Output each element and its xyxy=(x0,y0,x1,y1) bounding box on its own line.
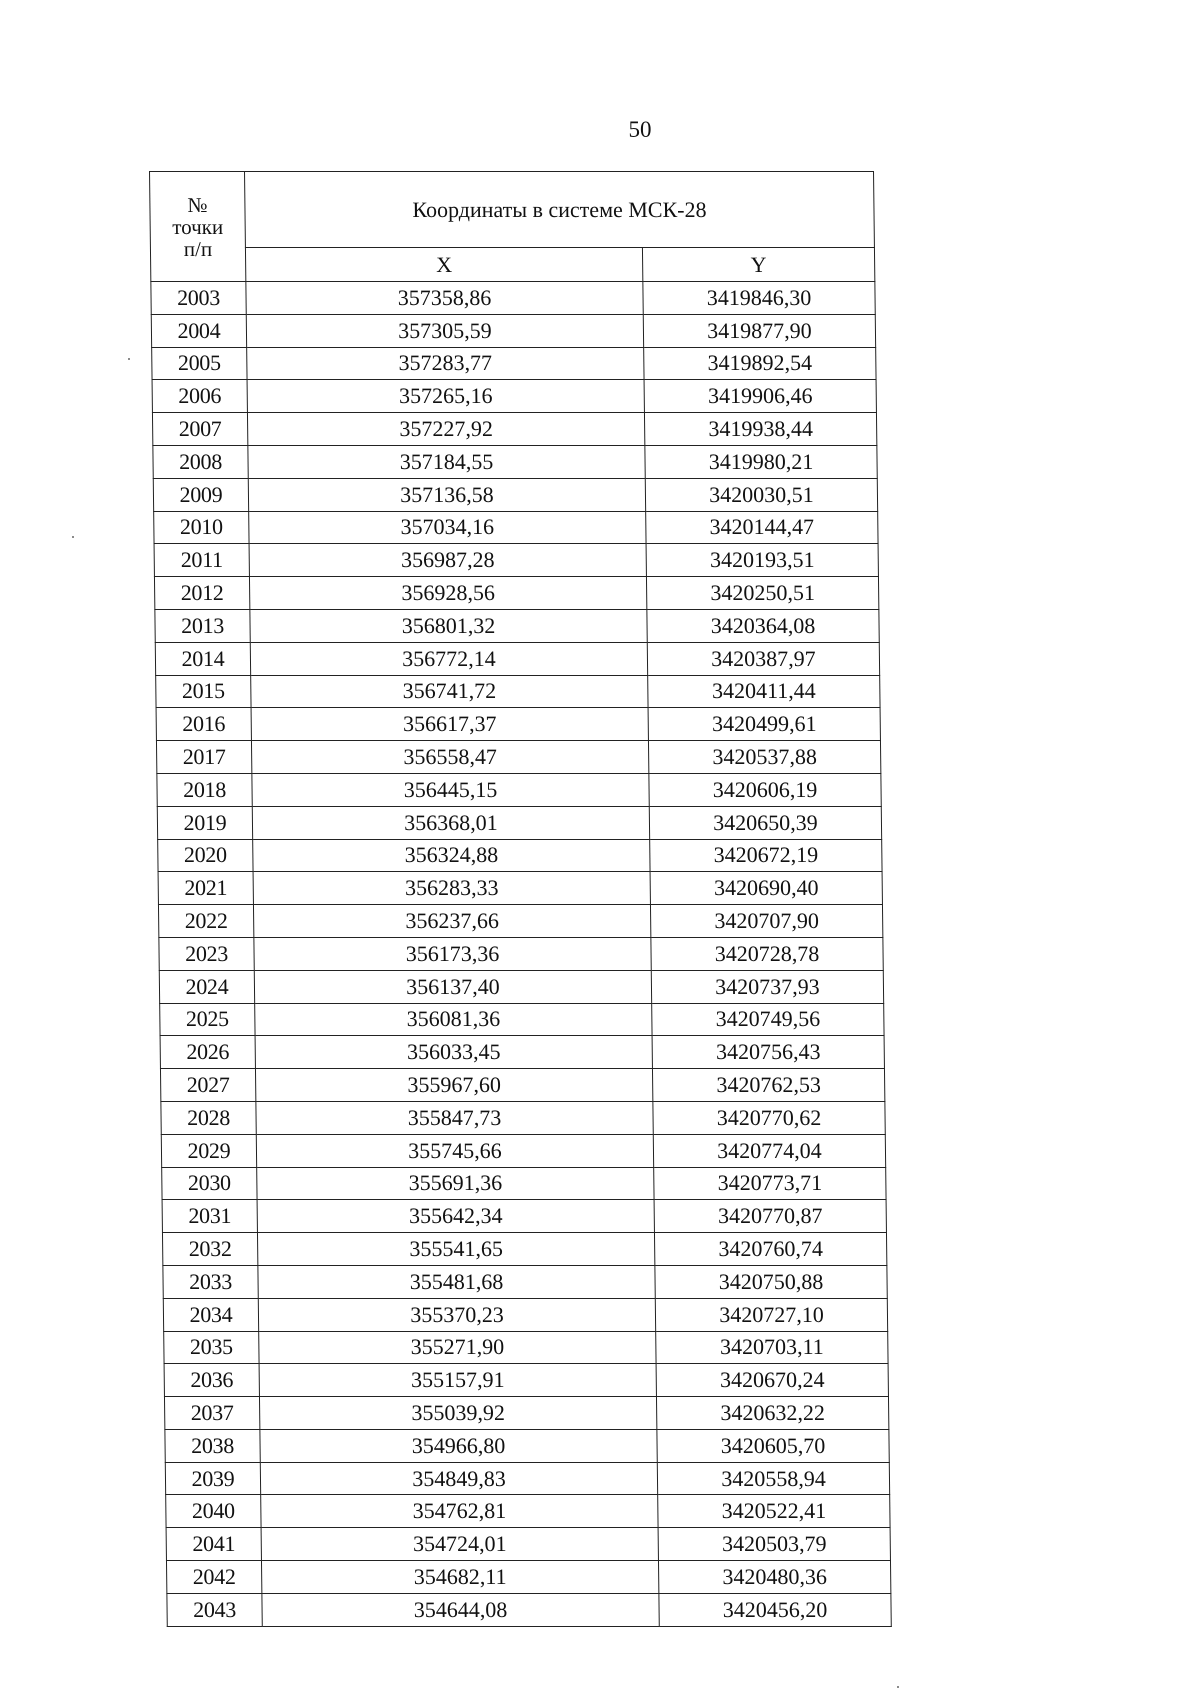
point-number-cell: 2034 xyxy=(163,1298,258,1331)
x-column-header: X xyxy=(245,248,642,282)
y-coordinate-cell: 3420770,87 xyxy=(654,1200,886,1233)
point-number-cell: 2008 xyxy=(153,445,248,478)
x-coordinate-cell: 355157,91 xyxy=(259,1364,656,1397)
x-coordinate-cell: 357305,59 xyxy=(246,314,643,347)
x-coordinate-cell: 354966,80 xyxy=(260,1429,657,1462)
table-row xyxy=(162,1167,886,1200)
x-coordinate-cell: 355541,65 xyxy=(257,1233,654,1266)
table-row xyxy=(166,1495,890,1528)
table-row xyxy=(153,478,877,511)
x-coordinate-cell: 357227,92 xyxy=(247,413,644,446)
point-number-cell: 2043 xyxy=(167,1593,262,1626)
table-row xyxy=(152,380,876,413)
x-coordinate-cell: 355370,23 xyxy=(258,1298,655,1331)
point-number-cell: 2009 xyxy=(153,478,248,511)
x-coordinate-cell: 357265,16 xyxy=(247,380,644,413)
point-number-cell: 2035 xyxy=(164,1331,259,1364)
table-row xyxy=(155,609,879,642)
point-number-cell: 2039 xyxy=(165,1462,260,1495)
scan-speck xyxy=(72,536,74,538)
table-row xyxy=(160,1069,884,1102)
point-number-cell: 2017 xyxy=(156,741,251,774)
table-row xyxy=(165,1462,889,1495)
y-coordinate-cell: 3419846,30 xyxy=(643,282,875,315)
point-number-cell: 2036 xyxy=(164,1364,259,1397)
y-coordinate-cell: 3420387,97 xyxy=(647,642,879,675)
y-coordinate-cell: 3420727,10 xyxy=(655,1298,887,1331)
x-coordinate-cell: 357136,58 xyxy=(248,478,645,511)
point-number-header-line: № xyxy=(187,192,208,217)
point-number-cell: 2022 xyxy=(158,905,253,938)
point-number-cell: 2007 xyxy=(152,413,247,446)
x-coordinate-cell: 356445,15 xyxy=(252,773,649,806)
table-row xyxy=(156,741,880,774)
point-number-cell: 2031 xyxy=(162,1200,257,1233)
x-coordinate-cell: 356324,88 xyxy=(253,839,650,872)
table-row xyxy=(163,1265,887,1298)
table-row xyxy=(161,1101,885,1134)
y-coordinate-cell: 3420760,74 xyxy=(654,1233,886,1266)
table-row xyxy=(159,970,883,1003)
y-coordinate-cell: 3420750,88 xyxy=(655,1265,887,1298)
x-coordinate-cell: 356368,01 xyxy=(252,806,649,839)
y-coordinate-cell: 3420030,51 xyxy=(645,478,877,511)
y-coordinate-cell: 3420707,90 xyxy=(650,905,882,938)
point-number-cell: 2029 xyxy=(161,1134,256,1167)
table-row xyxy=(156,675,880,708)
point-number-cell: 2024 xyxy=(159,970,254,1003)
y-coordinate-cell: 3420749,56 xyxy=(652,1003,884,1036)
point-number-cell: 2019 xyxy=(157,806,252,839)
y-coordinate-cell: 3420774,04 xyxy=(653,1134,885,1167)
y-coordinate-cell: 3420522,41 xyxy=(658,1495,890,1528)
point-number-header-line: п/п xyxy=(183,236,213,261)
table-row xyxy=(151,282,875,315)
x-coordinate-cell: 356558,47 xyxy=(251,741,648,774)
table-row xyxy=(155,642,879,675)
table-row xyxy=(154,544,878,577)
table-row xyxy=(158,905,882,938)
point-number-cell: 2037 xyxy=(164,1397,259,1430)
point-number-cell: 2006 xyxy=(152,380,247,413)
y-coordinate-cell: 3419877,90 xyxy=(643,314,875,347)
y-coordinate-cell: 3420250,51 xyxy=(646,577,878,610)
point-number-cell: 2021 xyxy=(158,872,253,905)
point-number-cell: 2014 xyxy=(155,642,250,675)
y-coordinate-cell: 3420762,53 xyxy=(652,1069,884,1102)
y-coordinate-cell: 3420456,20 xyxy=(659,1593,891,1626)
table-row xyxy=(154,577,878,610)
y-coordinate-cell: 3420606,19 xyxy=(649,773,881,806)
table-row xyxy=(159,937,883,970)
x-coordinate-cell: 356617,37 xyxy=(251,708,648,741)
table-row xyxy=(161,1134,885,1167)
y-coordinate-cell: 3420193,51 xyxy=(646,544,878,577)
y-coordinate-cell: 3420770,62 xyxy=(653,1101,885,1134)
point-number-cell: 2028 xyxy=(161,1101,256,1134)
point-number-cell: 2016 xyxy=(156,708,251,741)
x-coordinate-cell: 356987,28 xyxy=(249,544,646,577)
coordinates-table xyxy=(149,171,892,1627)
table-row xyxy=(158,839,882,872)
point-number-cell: 2040 xyxy=(166,1495,261,1528)
y-coordinate-cell: 3420411,44 xyxy=(648,675,880,708)
point-number-cell: 2011 xyxy=(154,544,249,577)
table-row xyxy=(152,413,876,446)
point-number-cell: 2041 xyxy=(166,1528,261,1561)
y-coordinate-cell: 3420364,08 xyxy=(647,609,879,642)
table-row xyxy=(157,806,881,839)
x-coordinate-cell: 354724,01 xyxy=(261,1528,658,1561)
x-coordinate-cell: 356237,66 xyxy=(253,905,650,938)
y-coordinate-cell: 3420632,22 xyxy=(656,1397,888,1430)
table-row xyxy=(154,511,878,544)
table-row xyxy=(153,445,877,478)
point-number-cell: 2003 xyxy=(151,282,246,315)
point-number-cell: 2004 xyxy=(151,314,246,347)
table-row xyxy=(157,773,881,806)
point-number-cell: 2026 xyxy=(160,1036,255,1069)
y-coordinate-cell: 3420499,61 xyxy=(648,708,880,741)
x-coordinate-cell: 356772,14 xyxy=(250,642,647,675)
coordinates-table-body xyxy=(151,282,891,1627)
point-number-header-line: точки xyxy=(172,214,224,239)
point-number-cell: 2038 xyxy=(165,1429,260,1462)
y-coordinate-cell: 3420537,88 xyxy=(648,741,880,774)
point-number-cell: 2042 xyxy=(166,1561,261,1594)
y-coordinate-cell: 3420672,19 xyxy=(650,839,882,872)
y-coordinate-cell: 3420144,47 xyxy=(646,511,878,544)
point-number-cell: 2010 xyxy=(154,511,249,544)
table-row xyxy=(166,1528,890,1561)
x-coordinate-cell: 357358,86 xyxy=(246,282,643,315)
x-coordinate-cell: 356801,32 xyxy=(250,609,647,642)
table-row xyxy=(166,1561,890,1594)
coordinates-sheet xyxy=(149,171,891,1627)
table-row xyxy=(151,314,875,347)
point-number-cell: 2032 xyxy=(162,1233,257,1266)
point-number-cell: 2013 xyxy=(155,609,250,642)
table-row xyxy=(160,1003,884,1036)
table-row xyxy=(163,1298,887,1331)
x-coordinate-cell: 354849,83 xyxy=(260,1462,657,1495)
x-coordinate-cell: 357034,16 xyxy=(249,511,646,544)
table-row xyxy=(164,1331,888,1364)
page-number: 50 xyxy=(628,117,652,142)
point-number-cell: 2023 xyxy=(159,937,254,970)
y-coordinate-cell: 3420558,94 xyxy=(657,1462,889,1495)
x-coordinate-cell: 355642,34 xyxy=(257,1200,654,1233)
x-coordinate-cell: 356081,36 xyxy=(255,1003,652,1036)
x-coordinate-cell: 356283,33 xyxy=(253,872,650,905)
x-coordinate-cell: 357184,55 xyxy=(248,445,645,478)
table-row xyxy=(164,1397,888,1430)
point-number-cell: 2033 xyxy=(163,1265,258,1298)
y-coordinate-cell: 3420737,93 xyxy=(651,970,883,1003)
point-number-cell: 2012 xyxy=(154,577,249,610)
x-coordinate-cell: 355481,68 xyxy=(258,1265,655,1298)
table-row xyxy=(160,1036,884,1069)
x-coordinate-cell: 354644,08 xyxy=(262,1593,659,1626)
x-coordinate-cell: 355691,36 xyxy=(257,1167,654,1200)
y-coordinate-cell: 3420690,40 xyxy=(650,872,882,905)
table-row xyxy=(152,347,876,380)
y-coordinate-cell: 3419906,46 xyxy=(644,380,876,413)
x-coordinate-cell: 356928,56 xyxy=(249,577,646,610)
scan-speck xyxy=(897,1686,899,1688)
x-coordinate-cell: 354682,11 xyxy=(261,1561,658,1594)
y-coordinate-cell: 3420650,39 xyxy=(649,806,881,839)
y-coordinate-cell: 3420773,71 xyxy=(654,1167,886,1200)
x-coordinate-cell: 355967,60 xyxy=(255,1069,652,1102)
coordinate-system-header: Координаты в системе МСК-28 xyxy=(245,172,875,248)
table-row xyxy=(162,1233,886,1266)
table-row xyxy=(162,1200,886,1233)
x-coordinate-cell: 356741,72 xyxy=(251,675,648,708)
point-number-cell: 2020 xyxy=(158,839,253,872)
point-number-cell: 2018 xyxy=(157,773,252,806)
y-coordinate-cell: 3420480,36 xyxy=(658,1561,890,1594)
table-row xyxy=(156,708,880,741)
table-row xyxy=(165,1429,889,1462)
x-coordinate-cell: 355745,66 xyxy=(256,1134,653,1167)
scan-speck xyxy=(128,358,130,360)
point-number-cell: 2030 xyxy=(162,1167,257,1200)
y-coordinate-cell: 3419938,44 xyxy=(644,413,876,446)
table-row xyxy=(164,1364,888,1397)
y-coordinate-cell: 3419892,54 xyxy=(644,347,876,380)
x-coordinate-cell: 354762,81 xyxy=(261,1495,658,1528)
x-coordinate-cell: 356033,45 xyxy=(255,1036,652,1069)
point-number-cell: 2015 xyxy=(156,675,251,708)
y-coordinate-cell: 3420728,78 xyxy=(651,937,883,970)
y-coordinate-cell: 3420756,43 xyxy=(652,1036,884,1069)
table-row xyxy=(158,872,882,905)
x-coordinate-cell: 355039,92 xyxy=(259,1397,656,1430)
point-number-cell: 2025 xyxy=(160,1003,255,1036)
x-coordinate-cell: 357283,77 xyxy=(247,347,644,380)
point-number-cell: 2027 xyxy=(160,1069,255,1102)
point-number-cell: 2005 xyxy=(152,347,247,380)
y-coordinate-cell: 3420605,70 xyxy=(657,1429,889,1462)
y-coordinate-cell: 3420703,11 xyxy=(656,1331,888,1364)
point-number-header xyxy=(150,172,246,282)
y-coordinate-cell: 3420670,24 xyxy=(656,1364,888,1397)
x-coordinate-cell: 356137,40 xyxy=(254,970,651,1003)
x-coordinate-cell: 355271,90 xyxy=(259,1331,656,1364)
x-coordinate-cell: 356173,36 xyxy=(254,937,651,970)
y-column-header: Y xyxy=(642,248,874,282)
y-coordinate-cell: 3419980,21 xyxy=(645,445,877,478)
table-row xyxy=(167,1593,891,1626)
y-coordinate-cell: 3420503,79 xyxy=(658,1528,890,1561)
x-coordinate-cell: 355847,73 xyxy=(256,1101,653,1134)
